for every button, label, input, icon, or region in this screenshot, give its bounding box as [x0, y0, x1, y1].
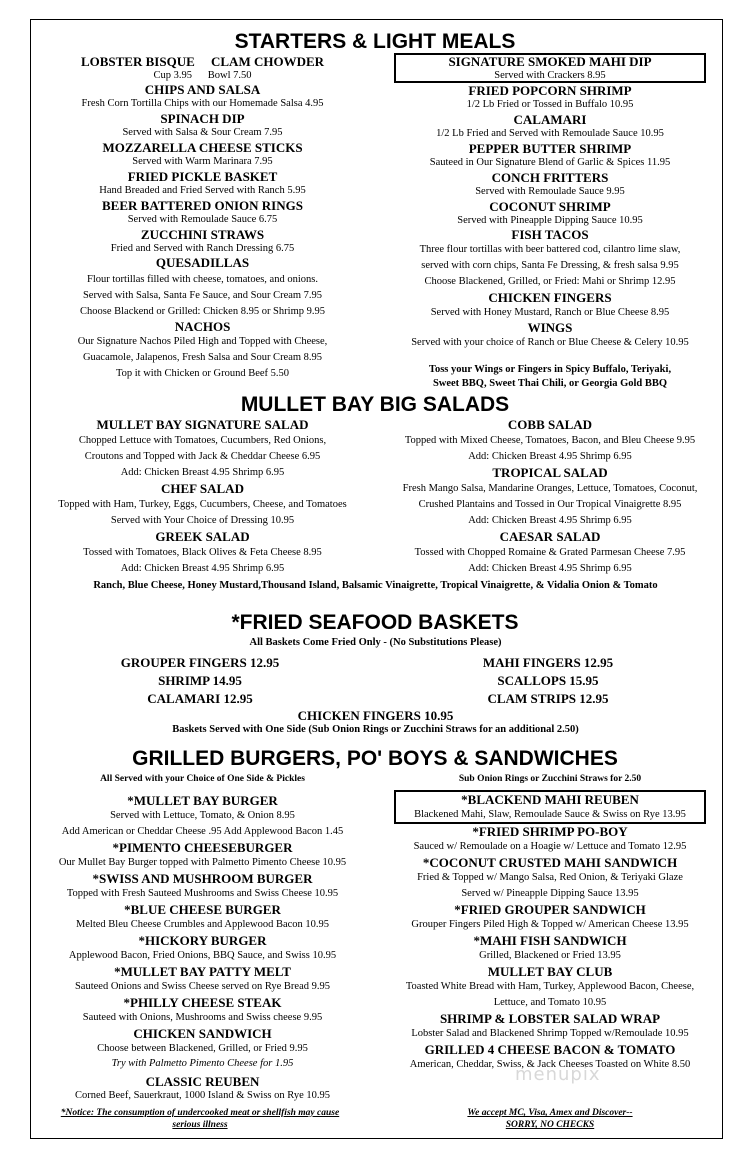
mahi-dip-name: SIGNATURE SMOKED MAHI DIP	[448, 54, 652, 69]
sandwich-name: *MULLET BAY BURGER	[127, 793, 278, 808]
baskets-subtitle: All Baskets Come Fried Only - (No Substitutions Please)	[249, 637, 502, 648]
burgers-right-column	[380, 824, 720, 1073]
notice-line-2: serious illness	[172, 1120, 228, 1130]
sandwich-desc-line: Add American or Cheddar Cheese .95 Add Applewood Bacon 1.45	[61, 826, 344, 837]
salad-desc-line: Croutons and Topped with Jack & Cheddar Cheese 6.95	[84, 451, 321, 462]
fish-tacos-line: served with corn chips, Santa Fe Dressing, & fresh salsa 9.95	[421, 260, 679, 271]
fish-tacos-desc	[380, 242, 720, 290]
sandwich-name: *HICKORY BURGER	[138, 933, 267, 948]
classic-reuben-name: CLASSIC REUBEN	[145, 1074, 260, 1089]
sandwich-name: *FRIED SHRIMP PO-BOY	[472, 824, 628, 839]
salad-name: CAESAR SALAD	[499, 529, 601, 544]
mahi-reuben-name: *BLACKEND MAHI REUBEN	[461, 792, 639, 807]
baskets-right-column	[438, 654, 658, 708]
payment-info	[420, 1107, 680, 1131]
burgers-left-list	[30, 793, 375, 1057]
salad-desc-line: Served with Your Choice of Dressing 10.95	[110, 515, 295, 526]
starter-item-name: COCONUT SHRIMP	[489, 199, 611, 214]
chicken-fingers-desc: Served with Honey Mustard, Ranch or Blue Cheese 8.95	[430, 307, 670, 318]
sandwich-desc-line: Grouper Fingers Piled High & Topped w/ American Cheese 13.95	[411, 919, 689, 930]
starter-item-desc: Served with Warm Marinara 7.95	[132, 156, 273, 167]
sandwich-desc-line: Served w/ Pineapple Dipping Sauce 13.95	[461, 888, 639, 899]
soup-prices: Cup 3.95 Bowl 7.50	[153, 70, 252, 81]
salad-desc-line: Tossed with Tomatoes, Black Olives & Feta Cheese 8.95	[83, 547, 322, 558]
basket-item: CALAMARI 12.95	[147, 691, 253, 706]
basket-item: CLAM STRIPS 12.95	[487, 691, 609, 706]
starter-item-name: SPINACH DIP	[160, 111, 245, 126]
baskets-left-column	[90, 654, 310, 708]
nachos-name: NACHOS	[174, 319, 231, 334]
starter-item-name: BEER BATTERED ONION RINGS	[102, 198, 303, 213]
basket-item: SHRIMP 14.95	[158, 673, 242, 688]
salad-desc-line: Tossed with Chopped Romaine & Grated Parmesan Cheese 7.95	[414, 547, 686, 558]
lobster-bisque-name: LOBSTER BISQUE	[80, 54, 195, 69]
starter-item-desc: 1/2 Lb Fried or Tossed in Buffalo 10.95	[466, 99, 634, 110]
mahi-dip-box	[394, 53, 706, 83]
sandwich-desc-line: Grilled, Blackened or Fried 13.95	[479, 950, 621, 961]
sandwich-desc-line: Topped with Fresh Sauteed Mushrooms and Swiss Cheese 10.95	[66, 888, 339, 899]
basket-chicken-fingers: CHICKEN FINGERS 10.95	[297, 708, 454, 723]
salad-desc-line: Add: Chicken Breast 4.95 Shrimp 6.95	[468, 563, 632, 574]
sandwich-name: CHICKEN SANDWICH	[133, 1026, 272, 1041]
basket-item: MAHI FINGERS 12.95	[482, 655, 614, 670]
burgers-side-note: All Served with your Choice of One Side & Pickles	[100, 774, 305, 784]
sandwich-name: *PIMENTO CHEESEBURGER	[112, 840, 293, 855]
sandwich-name: GRILLED 4 CHEESE BACON & TOMATO	[424, 1042, 676, 1057]
sandwich-desc-line: Fried & Topped w/ Mango Salsa, Red Onion, & Teriyaki Glaze	[417, 872, 683, 883]
fish-tacos-name: FISH TACOS	[511, 227, 589, 242]
sandwich-name: *FRIED GROUPER SANDWICH	[454, 902, 646, 917]
starters-left-column	[30, 55, 375, 382]
salad-desc-line: Fresh Mango Salsa, Mandarine Oranges, Lettuce, Tomatoes, Coconut,	[402, 483, 698, 494]
mahi-reuben-box	[394, 790, 706, 824]
burgers-left-column	[30, 793, 375, 1103]
sandwich-desc-line: Melted Bleu Cheese Crumbles and Applewood Bacon 10.95	[75, 919, 330, 930]
starters-heading: STARTERS & LIGHT MEALS	[234, 30, 516, 53]
salad-name: GREEK SALAD	[155, 529, 250, 544]
starter-item-desc: Hand Breaded and Fried Served with Ranch 5.95	[99, 185, 306, 196]
sandwich-desc-line: Sauced w/ Remoulade on a Hoagie w/ Lettuce and Tomato 12.95	[413, 841, 687, 852]
starter-item-desc: Fried and Served with Ranch Dressing 6.75	[110, 243, 295, 254]
nachos-line: Our Signature Nachos Piled High and Topped with Cheese,	[77, 336, 328, 347]
payment-line-1: We accept MC, Visa, Amex and Discover--	[467, 1108, 633, 1118]
salad-desc-line: Add: Chicken Breast 4.95 Shrimp 6.95	[468, 451, 632, 462]
salads-heading: MULLET BAY BIG SALADS	[240, 393, 510, 416]
sandwich-desc-line: Toasted White Bread with Ham, Turkey, Applewood Bacon, Cheese,	[405, 981, 695, 992]
wings-desc: Served with your choice of Ranch or Blue Cheese & Celery 10.95	[411, 337, 689, 348]
baskets-side-note: Baskets Served with One Side (Sub Onion Rings or Zucchini Straws for an additional 2.50)	[172, 724, 579, 735]
quesadillas-line: Served with Salsa, Santa Fe Sauce, and Sour Cream 7.95	[82, 290, 323, 301]
starter-item-desc: Fresh Corn Tortilla Chips with our Homemade Salsa 4.95	[81, 98, 324, 109]
burgers-heading: GRILLED BURGERS, PO' BOYS & SANDWICHES	[132, 747, 618, 770]
undercooked-notice	[40, 1107, 360, 1131]
salad-desc-line: Topped with Ham, Turkey, Eggs, Cucumbers, Cheese, and Tomatoes	[58, 499, 347, 510]
salad-desc-line: Add: Chicken Breast 4.95 Shrimp 6.95	[120, 563, 285, 574]
quesadillas-name: QUESADILLAS	[155, 255, 250, 270]
sandwich-desc-line: Sauteed Onions and Swiss Cheese served on Rye Bread 9.95	[74, 981, 331, 992]
sandwich-name: *MULLET BAY PATTY MELT	[114, 964, 291, 979]
soups-title	[30, 55, 375, 69]
starter-item-desc: 1/2 Lb Fried and Served with Remoulade Sauce 10.95	[436, 128, 664, 139]
starter-item-desc: Served with Remoulade Sauce 9.95	[475, 186, 625, 197]
sandwich-name: MULLET BAY CLUB	[487, 964, 613, 979]
starter-item-name: PEPPER BUTTER SHRIMP	[468, 141, 632, 156]
mahi-reuben-desc: Blackened Mahi, Slaw, Remoulade Sauce & Swiss on Rye 13.95	[414, 809, 686, 820]
clam-chowder-name: CLAM CHOWDER	[211, 54, 325, 69]
notice-line-1: *Notice: The consumption of undercooked meat or shellfish may cause	[60, 1108, 340, 1118]
sandwich-name: *SWISS AND MUSHROOM BURGER	[92, 871, 313, 886]
salad-desc-line: Add: Chicken Breast 4.95 Shrimp 6.95	[120, 467, 285, 478]
starters-right-list	[380, 84, 720, 228]
toss-note-line-2: Sweet BBQ, Sweet Thai Chili, or Georgia Gold BBQ	[432, 378, 668, 389]
sandwich-desc-line: Choose between Blackened, Grilled, or Fried 9.95	[97, 1043, 308, 1054]
starter-item-desc: Served with Pineapple Dipping Sauce 10.95	[457, 215, 643, 226]
sandwich-name: *BLUE CHEESE BURGER	[124, 902, 281, 917]
salad-name: COBB SALAD	[507, 417, 593, 432]
salad-desc-line: Add: Chicken Breast 4.95 Shrimp 6.95	[468, 515, 632, 526]
toss-note	[380, 363, 720, 391]
nachos-line: Top it with Chicken or Ground Beef 5.50	[115, 368, 290, 379]
wings-name: WINGS	[527, 320, 573, 335]
salad-desc-line: Crushed Plantains and Tossed in Our Tropical Vinaigrette 8.95	[418, 499, 682, 510]
salad-desc-line: Topped with Mixed Cheese, Tomatoes, Bacon, and Bleu Cheese 9.95	[404, 435, 696, 446]
menupix-watermark: menupix	[515, 1064, 601, 1085]
baskets-heading: *FRIED SEAFOOD BASKETS	[231, 611, 519, 634]
basket-item: GROUPER FINGERS 12.95	[120, 655, 280, 670]
pimento-add-note: Try with Palmetto Pimento Cheese for 1.95	[111, 1058, 294, 1069]
sandwich-name: *COCONUT CRUSTED MAHI SANDWICH	[422, 855, 678, 870]
quesadillas-line: Flour tortillas filled with cheese, tomatoes, and onions.	[87, 274, 318, 285]
starter-item-name: MOZZARELLA CHEESE STICKS	[102, 140, 303, 155]
quesadillas-line: Choose Blackend or Grilled: Chicken 8.95 or Shrimp 9.95	[80, 306, 325, 317]
sandwich-desc-line: Our Mullet Bay Burger topped with Palmetto Pimento Cheese 10.95	[58, 857, 347, 868]
toss-note-line-1: Toss your Wings or Fingers in Spicy Buffalo, Teriyaki,	[428, 364, 672, 375]
sandwich-name: *MAHI FISH SANDWICH	[473, 933, 627, 948]
fish-tacos-line: Three flour tortillas with beer battered cod, cilantro lime slaw,	[419, 244, 681, 255]
starter-item-name: FRIED PICKLE BASKET	[127, 169, 278, 184]
salad-name: TROPICAL SALAD	[492, 465, 608, 480]
salad-desc-line: Chopped Lettuce with Tomatoes, Cucumbers, Red Onions,	[78, 435, 327, 446]
starter-item-name: CALAMARI	[513, 112, 587, 127]
salads-right-column	[380, 417, 720, 577]
basket-item: SCALLOPS 15.95	[497, 673, 599, 688]
starter-item-desc: Served with Salsa & Sour Cream 7.95	[122, 127, 283, 138]
starters-left-list	[30, 83, 375, 256]
quesadillas-desc	[30, 272, 375, 320]
sandwich-desc-line: Served with Lettuce, Tomato, & Onion 8.95	[110, 810, 295, 821]
nachos-line: Guacamole, Jalapenos, Fresh Salsa and Sour Cream 8.95	[82, 352, 323, 363]
burgers-sub-note: Sub Onion Rings or Zucchini Straws for 2.50	[458, 774, 642, 784]
dressings-list: Ranch, Blue Cheese, Honey Mustard,Thousand Island, Balsamic Vinaigrette, Tropical Vinaigrette, & Vidalia Onion & Tomato	[93, 580, 658, 591]
sandwich-desc-line: Sauteed with Onions, Mushrooms and Swiss cheese 9.95	[82, 1012, 323, 1023]
salad-name: MULLET BAY SIGNATURE SALAD	[96, 417, 309, 432]
sandwich-desc-line: Applewood Bacon, Fried Onions, BBQ Sauce, and Swiss 10.95	[68, 950, 337, 961]
classic-reuben-desc: Corned Beef, Sauerkraut, 1000 Island & Swiss on Rye 10.95	[74, 1090, 331, 1101]
chicken-fingers-name: CHICKEN FINGERS	[488, 290, 612, 305]
starter-item-name: CONCH FRITTERS	[491, 170, 609, 185]
fish-tacos-line: Choose Blackened, Grilled, or Fried: Mahi or Shrimp 12.95	[424, 276, 676, 287]
starters-right-column	[380, 84, 720, 391]
sandwich-desc-line: Lettuce, and Tomato 10.95	[493, 997, 607, 1008]
starter-item-name: FRIED POPCORN SHRIMP	[468, 83, 632, 98]
payment-line-2: SORRY, NO CHECKS	[505, 1120, 595, 1130]
starter-item-name: ZUCCHINI STRAWS	[140, 227, 265, 242]
sandwich-desc-line: Lobster Salad and Blackened Shrimp Topped w/Remoulade 10.95	[411, 1028, 689, 1039]
salads-left-column	[30, 417, 375, 577]
sandwich-name: SHRIMP & LOBSTER SALAD WRAP	[439, 1011, 661, 1026]
mahi-dip-desc: Served with Crackers 8.95	[494, 70, 606, 81]
nachos-desc	[30, 334, 375, 382]
salad-name: CHEF SALAD	[161, 481, 244, 496]
starter-item-desc: Sauteed in Our Signature Blend of Garlic & Spices 11.95	[429, 157, 671, 168]
sandwich-desc-line: American, Cheddar, Swiss, & Jack Cheeses Toasted on White 8.50	[409, 1059, 691, 1070]
starter-item-name: CHIPS AND SALSA	[144, 82, 261, 97]
sandwich-name: *PHILLY CHEESE STEAK	[123, 995, 282, 1010]
starter-item-desc: Served with Remoulade Sauce 6.75	[127, 214, 278, 225]
